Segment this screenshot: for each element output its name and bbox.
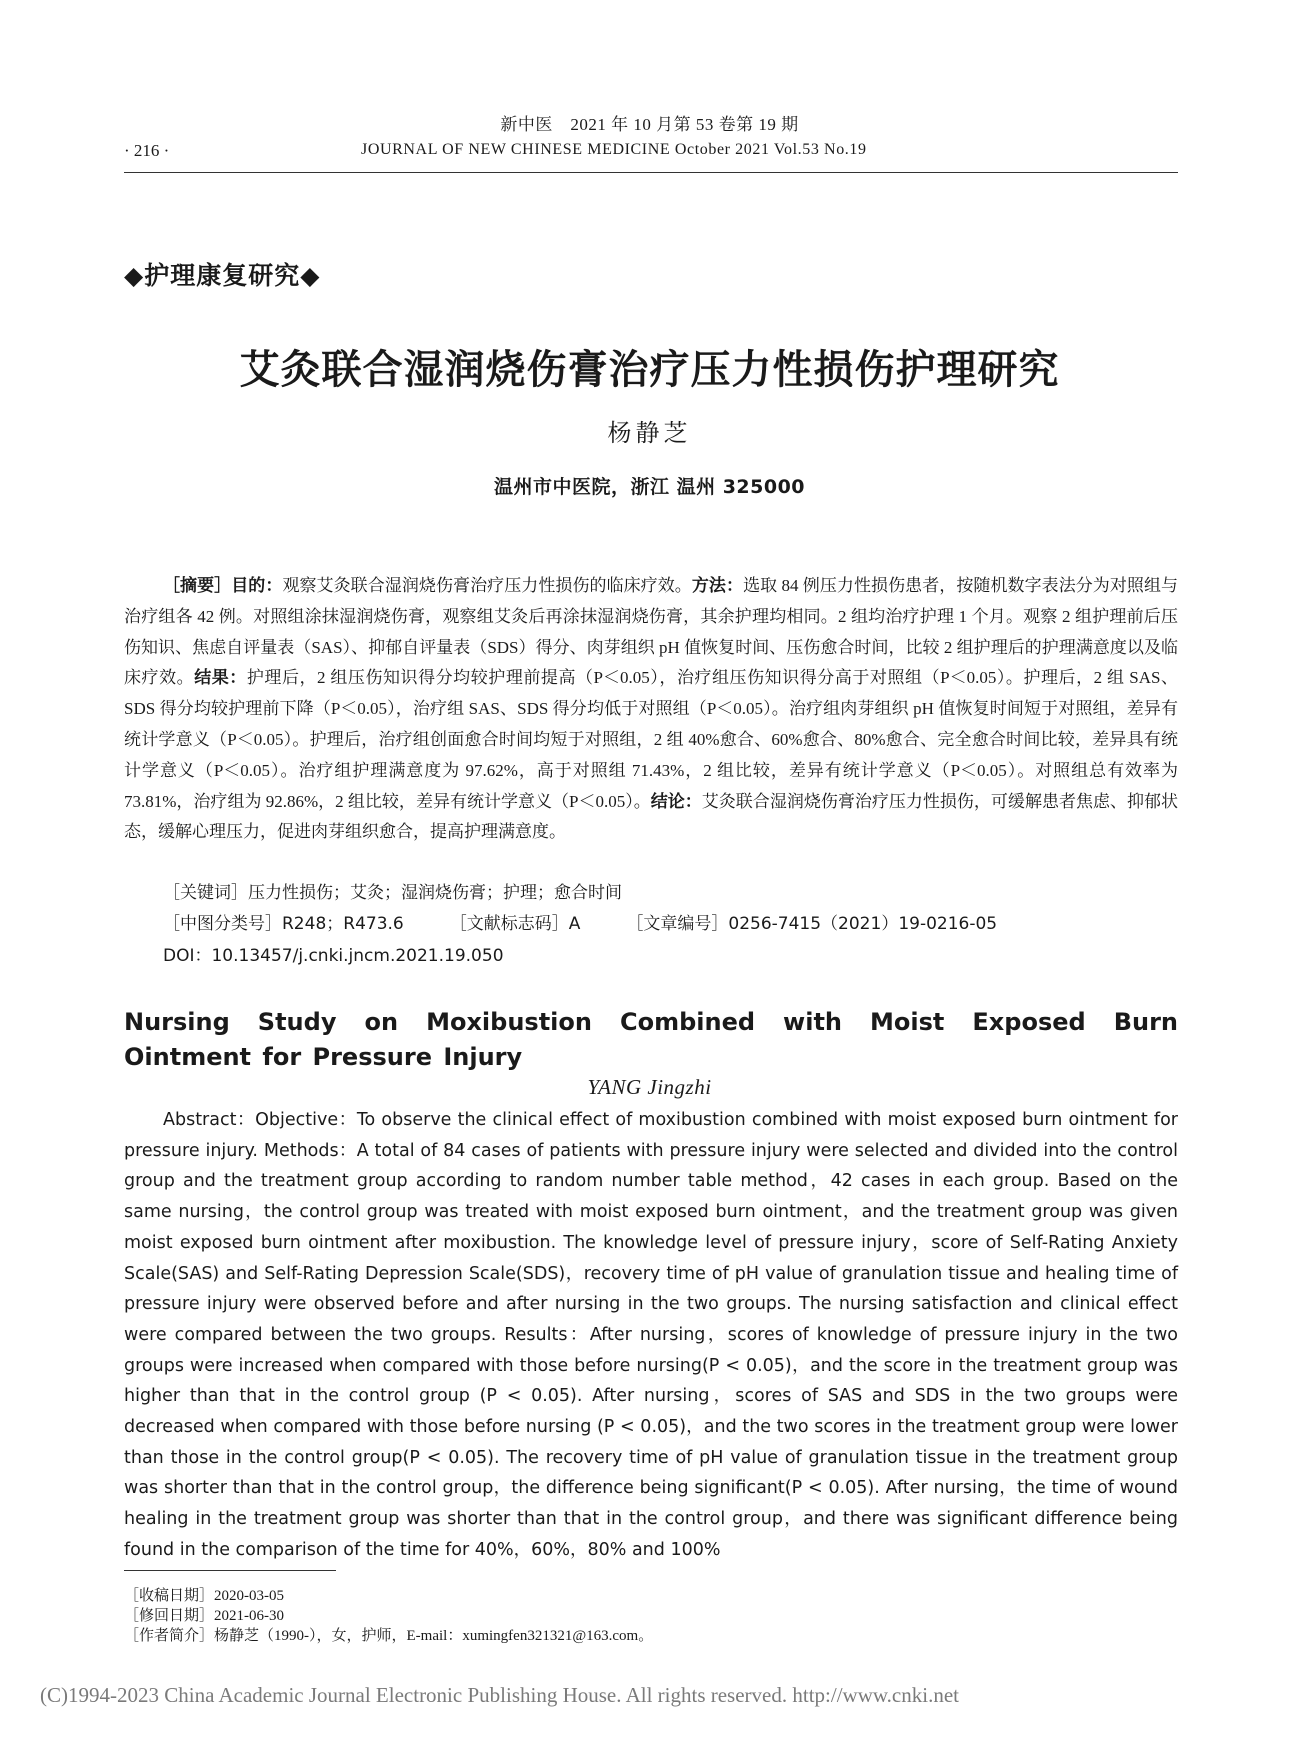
objective-label-cn: 目的： xyxy=(231,576,283,596)
conclusion-text-cn: 艾灸联合湿润烧伤膏治疗压力性损伤，可缓解患者焦虑、抑郁状态，缓解心理压力，促进肉芽组织愈合，提高护理满意度。 xyxy=(124,791,1179,842)
keywords-text: 压力性损伤；艾灸；湿润烧伤膏；护理；愈合时间 xyxy=(248,883,622,902)
abstract-label: ［摘要］ xyxy=(163,576,232,596)
journal-name-cn: 新中医 2021 年 10 月第 53 卷第 19 期 xyxy=(500,115,799,134)
results-label-cn: 结果： xyxy=(194,668,247,689)
clc-label: ［中图分类号］ xyxy=(163,914,282,934)
revised-date: 2021-06-30 xyxy=(214,1608,285,1624)
author-info-text: 杨静芝（1990-），女，护师，E-mail：xumingfen321321@163.com。 xyxy=(214,1628,654,1644)
clc-value: R248；R473.6 xyxy=(282,914,404,934)
methods-text-en: A total of 84 cases of patients with pressure injury were selected and divided into the control group and the treatment group according to random number table method，42 cases in each group. Based on the same nursing，the control group was treated with moist exposed burn ointment，and the treatment group was given moist exposed burn ointment after moxibustion. The knowledge level of pressure injury，score of Self-Rating Anxiety Scale(SAS) and Self-Rating Depression Scale(SDS)，recovery time of pH value of granulation tissue and healing time of pressure injury were observed before and after nursing in the two groups. The nursing satisfaction and clinical effect were compared between the two groups. xyxy=(124,1140,1178,1345)
results-text-en: After nursing，scores of knowledge of pressure injury in the two groups were increased when compared with those before nursing(P < 0.05)，and the score in the treatment group was higher than that in the control group (P < 0.05). After nursing，scores of SAS and SDS in the two groups were decreased when compared with those before nursing (P < 0.05)，and the two scores in the treatment group were lower than those in the control group(P < 0.05). The recovery time of pH value of granulation tissue in the treatment group was shorter than that in the control group，the difference being significant(P < 0.05). After nursing，the time of wound healing in the treatment group was shorter than that in the control group，and there was significant difference being found in the comparison of the time for 40%，60%，80% and 100% xyxy=(124,1324,1178,1560)
footnote-author-info xyxy=(124,1624,653,1645)
author-name-en: YANG Jingzhi xyxy=(587,1075,712,1099)
footnote-divider xyxy=(124,1570,336,1571)
objective-label-en: Objective： xyxy=(255,1110,357,1130)
results-label-en: Results： xyxy=(504,1324,590,1345)
copyright-watermark: (C)1994-2023 China Academic Journal Electronic Publishing House. All rights reserved. http://www.cnki.net xyxy=(40,1683,959,1707)
abstract-en xyxy=(124,1105,1178,1566)
footnote-revised xyxy=(124,1604,284,1625)
doc-code-value: A xyxy=(568,914,581,934)
methods-text-cn: 选取 84 例压力性损伤患者，按随机数字表法分为对照组与治疗组各 42 例。对照组涂抹湿润烧伤膏，观察组艾灸后再涂抹湿润烧伤膏，其余护理均相同。2 组均治疗护理 1 个月。观察 2 组护理前后压伤知识、焦虑自评量表（SAS）、抑郁自评量表（SDS）得分、肉芽组织 pH 值恢复时间、压伤愈合时间，比较 2 组护理后的护理满意度以及临床疗效。 xyxy=(124,576,1179,688)
received-label: ［收稿日期］ xyxy=(124,1586,215,1604)
objective-text-cn: 观察艾灸联合湿润烧伤膏治疗压力性损伤的临床疗效。 xyxy=(282,576,692,595)
journal-name-en: JOURNAL OF NEW CHINESE MEDICINE October 2021 Vol.53 No.19 xyxy=(361,141,867,158)
section-label: ◆护理康复研究◆ xyxy=(124,261,321,290)
objective-text-en: To observe the clinical effect of moxibustion combined with moist exposed burn ointment for pressure injury. xyxy=(124,1110,1178,1161)
author-info-label: ［作者简介］ xyxy=(124,1626,215,1644)
doi: DOI：10.13457/j.cnki.jncm.2021.19.050 xyxy=(163,946,504,966)
keywords xyxy=(163,878,622,903)
methods-label-cn: 方法： xyxy=(691,576,744,596)
article-no-label: ［文章编号］ xyxy=(626,914,729,934)
revised-label: ［修回日期］ xyxy=(124,1606,215,1624)
article-title-en: Nursing Study on Moxibustion Combined with Moist Exposed Burn Ointment for Pressure Injury xyxy=(124,1008,1178,1071)
article-no-value: 0256-7415（2021）19-0216-05 xyxy=(728,914,998,934)
author-name-cn: 杨静芝 xyxy=(607,421,692,447)
abstract-cn xyxy=(124,571,1178,848)
doc-code-label: ［文献标志码］ xyxy=(449,914,569,934)
abstract-label-en: Abstract： xyxy=(163,1110,256,1130)
classification-line xyxy=(163,909,997,934)
keywords-label: ［关键词］ xyxy=(163,883,248,903)
results-text-cn: 护理后，2 组压伤知识得分均较护理前提高（P＜0.05），治疗组压伤知识得分高于对照组（P＜0.05）。护理后，2 组 SAS、SDS 得分均较护理前下降（P＜0.05），治疗组 SAS、SDS 得分均低于对照组（P＜0.05）。治疗组肉芽组织 pH 值恢复时间短于对照组，差异有统计学意义（P＜0.05）。护理后，治疗组创面愈合时间均短于对照组，2 组 40%愈合、60%愈合、80%愈合、完全愈合时间比较，差异具有统计学意义（P＜0.05）。治疗组护理满意度为 97.62%，高于对照组 71.43%，2 组比较，差异有统计学意义（P＜0.05）。对照组总有效率为 73.81%，治疗组为 92.86%，2 组比较，差异有统计学意义（P＜0.05）。 xyxy=(124,668,1179,811)
author-affiliation: 温州市中医院，浙江 温州 325000 xyxy=(493,476,806,498)
conclusion-label-cn: 结论： xyxy=(650,791,702,812)
page-number: · 216 · xyxy=(124,141,170,160)
received-date: 2020-03-05 xyxy=(214,1588,285,1604)
header-row xyxy=(124,141,1178,165)
article-title-cn: 艾灸联合湿润烧伤膏治疗压力性损伤护理研究 xyxy=(239,347,1060,392)
header-divider xyxy=(124,172,1178,173)
methods-label-en: Methods： xyxy=(263,1140,357,1161)
footnote-received xyxy=(124,1584,284,1605)
